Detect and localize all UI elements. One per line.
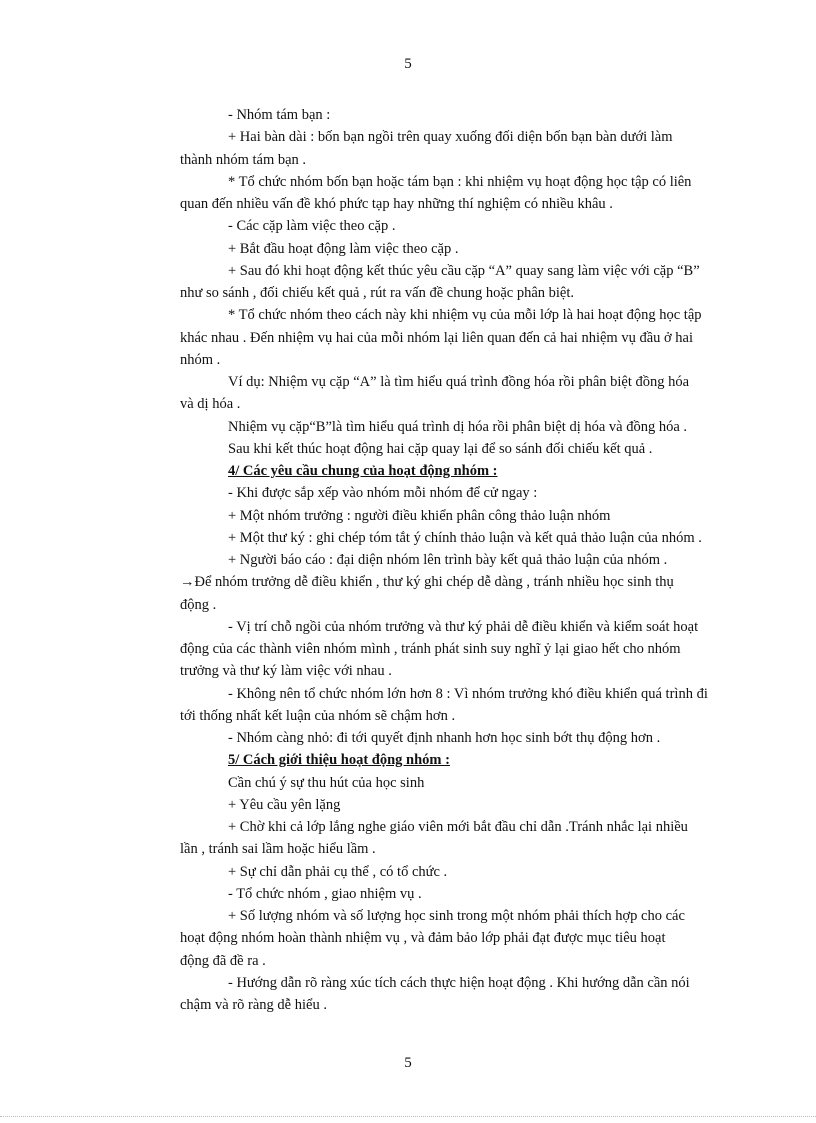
line-text: như so sánh , đối chiếu kết quả , rút ra vấn đề chung hoặc phân biệt. (180, 285, 575, 301)
page-number-top: 5 (404, 56, 412, 72)
text-line (180, 505, 780, 527)
text-line (180, 260, 780, 282)
line-text: trưởng và thư ký làm việc với nhau . (180, 663, 392, 680)
text-line (180, 349, 780, 371)
text-line (180, 527, 780, 549)
line-text: + Sự chỉ dẫn phải cụ thể , có tổ chức . (228, 863, 448, 880)
line-text: - Tổ chức nhóm , giao nhiệm vụ . (228, 885, 422, 902)
text-line (180, 950, 780, 972)
line-text: + Bắt đầu hoạt động làm việc theo cặp . (228, 240, 459, 257)
line-text: + Hai bàn dài : bốn bạn ngồi trên quay xuống đối diện bốn bạn bàn dưới làm (228, 129, 673, 146)
line-text: Sau khi kết thúc hoạt động hai cặp quay lại để so sánh đối chiếu kết quả . (228, 440, 653, 457)
line-text: + Số lượng nhóm và số lượng học sinh trong một nhóm phải thích hợp cho các (228, 908, 685, 924)
line-text: động đã đề ra . (180, 952, 266, 969)
document-body (180, 104, 780, 1016)
line-text: - Vị trí chỗ ngồi của nhóm trưởng và thư ký phải dễ điều khiển và kiểm soát hoạt (228, 618, 699, 635)
text-line (180, 749, 780, 771)
text-line (180, 616, 780, 638)
text-line (180, 816, 780, 838)
text-line (180, 905, 780, 927)
line-text: + Sau đó khi hoạt động kết thúc yêu cầu cặp “A” quay sang làm việc với cặp “B” (228, 262, 700, 279)
text-line (180, 304, 780, 326)
line-text: →Để nhóm trưởng dễ điều khiển , thư ký ghi chép dễ dàng , tránh nhiều học sinh thụ (180, 574, 674, 591)
text-line (180, 927, 780, 949)
line-text: quan đến nhiều vấn đề khó phức tạp hay những thí nghiệm có nhiều khâu . (180, 196, 613, 212)
text-line (180, 683, 780, 705)
line-text: * Tổ chức nhóm bốn bạn hoặc tám bạn : khi nhiệm vụ hoạt động học tập có liên (228, 173, 692, 190)
line-text: - Nhóm tám bạn : (228, 107, 331, 123)
line-text: khác nhau . Đến nhiệm vụ hai của mỗi nhóm lại liên quan đến cả hai nhiệm vụ đầu ở hai (180, 329, 694, 346)
section-heading: 5/ Cách giới thiệu hoạt động nhóm : (228, 752, 450, 769)
text-line (180, 238, 780, 260)
text-line (180, 972, 780, 994)
line-text: - Các cặp làm việc theo cặp . (228, 218, 396, 235)
text-line (180, 416, 780, 438)
line-text: - Khi được sắp xếp vào nhóm mỗi nhóm để cử ngay : (228, 485, 538, 502)
line-text: * Tổ chức nhóm theo cách này khi nhiệm vụ của mỗi lớp là hai hoạt động học tập (228, 307, 702, 324)
text-line (180, 994, 780, 1016)
text-line (180, 861, 780, 883)
page-number-bottom: 5 (404, 1055, 412, 1071)
line-text: Ví dụ: Nhiệm vụ cặp “A” là tìm hiểu quá trình đồng hóa rồi phân biệt đồng hóa (228, 374, 690, 390)
line-text: và dị hóa . (180, 396, 241, 413)
text-line (180, 438, 780, 460)
text-line (180, 282, 780, 304)
text-line (180, 638, 780, 660)
text-line (180, 171, 780, 193)
text-line (180, 327, 780, 349)
line-text: + Một thư ký : ghi chép tóm tắt ý chính thảo luận và kết quả thảo luận của nhóm . (228, 529, 702, 546)
text-line (180, 594, 780, 616)
text-line (180, 149, 780, 171)
text-line (180, 193, 780, 215)
text-line (180, 482, 780, 504)
text-line (180, 393, 780, 415)
line-text: thành nhóm tám bạn . (180, 151, 307, 168)
text-line (180, 215, 780, 237)
text-line (180, 727, 780, 749)
line-text: động . (180, 596, 217, 613)
line-text: + Yêu cầu yên lặng (228, 796, 341, 813)
line-text: - Hướng dẫn rõ ràng xúc tích cách thực hiện hoạt động . Khi hướng dẫn cần nói (228, 974, 690, 991)
line-text: - Không nên tổ chức nhóm lớn hơn 8 : Vì nhóm trưởng khó điều khiển quá trình đi (228, 685, 708, 702)
text-line (180, 549, 780, 571)
line-text: động của các thành viên nhóm mình , tránh phát sinh suy nghĩ ỷ lại giao hết cho nhóm (180, 641, 681, 657)
line-text: + Chờ khi cả lớp lắng nghe giáo viên mới bắt đầu chỉ dẫn .Tránh nhắc lại nhiều (228, 819, 688, 835)
text-line (180, 104, 780, 126)
text-line (180, 371, 780, 393)
page-bottom-border (0, 1116, 816, 1117)
line-text: Nhiệm vụ cặp“B”là tìm hiểu quá trình dị hóa rồi phân biệt dị hóa và đồng hóa . (228, 418, 688, 435)
text-line (180, 705, 780, 727)
line-text: hoạt động nhóm hoàn thành nhiệm vụ , và đảm bảo lớp phải đạt được mục tiêu hoạt (180, 930, 666, 947)
text-line (180, 838, 780, 860)
line-text: nhóm . (180, 351, 221, 368)
text-line (180, 794, 780, 816)
line-text: tới thống nhất kết luận của nhóm sẽ chậm hơn . (180, 707, 456, 724)
text-line (180, 460, 780, 482)
text-line (180, 772, 780, 794)
text-line (180, 883, 780, 905)
line-text: chậm và rõ ràng dễ hiểu . (180, 997, 327, 1013)
line-text: Cần chú ý sự thu hút của học sinh (228, 774, 425, 791)
line-text: lần , tránh sai lầm hoặc hiểu lầm . (180, 841, 376, 858)
line-text: + Người báo cáo : đại diện nhóm lên trình bày kết quả thảo luận của nhóm . (228, 552, 668, 568)
text-line (180, 660, 780, 682)
line-text: + Một nhóm trưởng : người điều khiển phân công thảo luận nhóm (228, 507, 611, 524)
line-text: - Nhóm càng nhỏ: đi tới quyết định nhanh hơn học sinh bớt thụ động hơn . (228, 730, 661, 746)
section-heading: 4/ Các yêu cầu chung của hoạt động nhóm : (228, 463, 498, 479)
text-line (180, 571, 780, 593)
text-line (180, 126, 780, 148)
